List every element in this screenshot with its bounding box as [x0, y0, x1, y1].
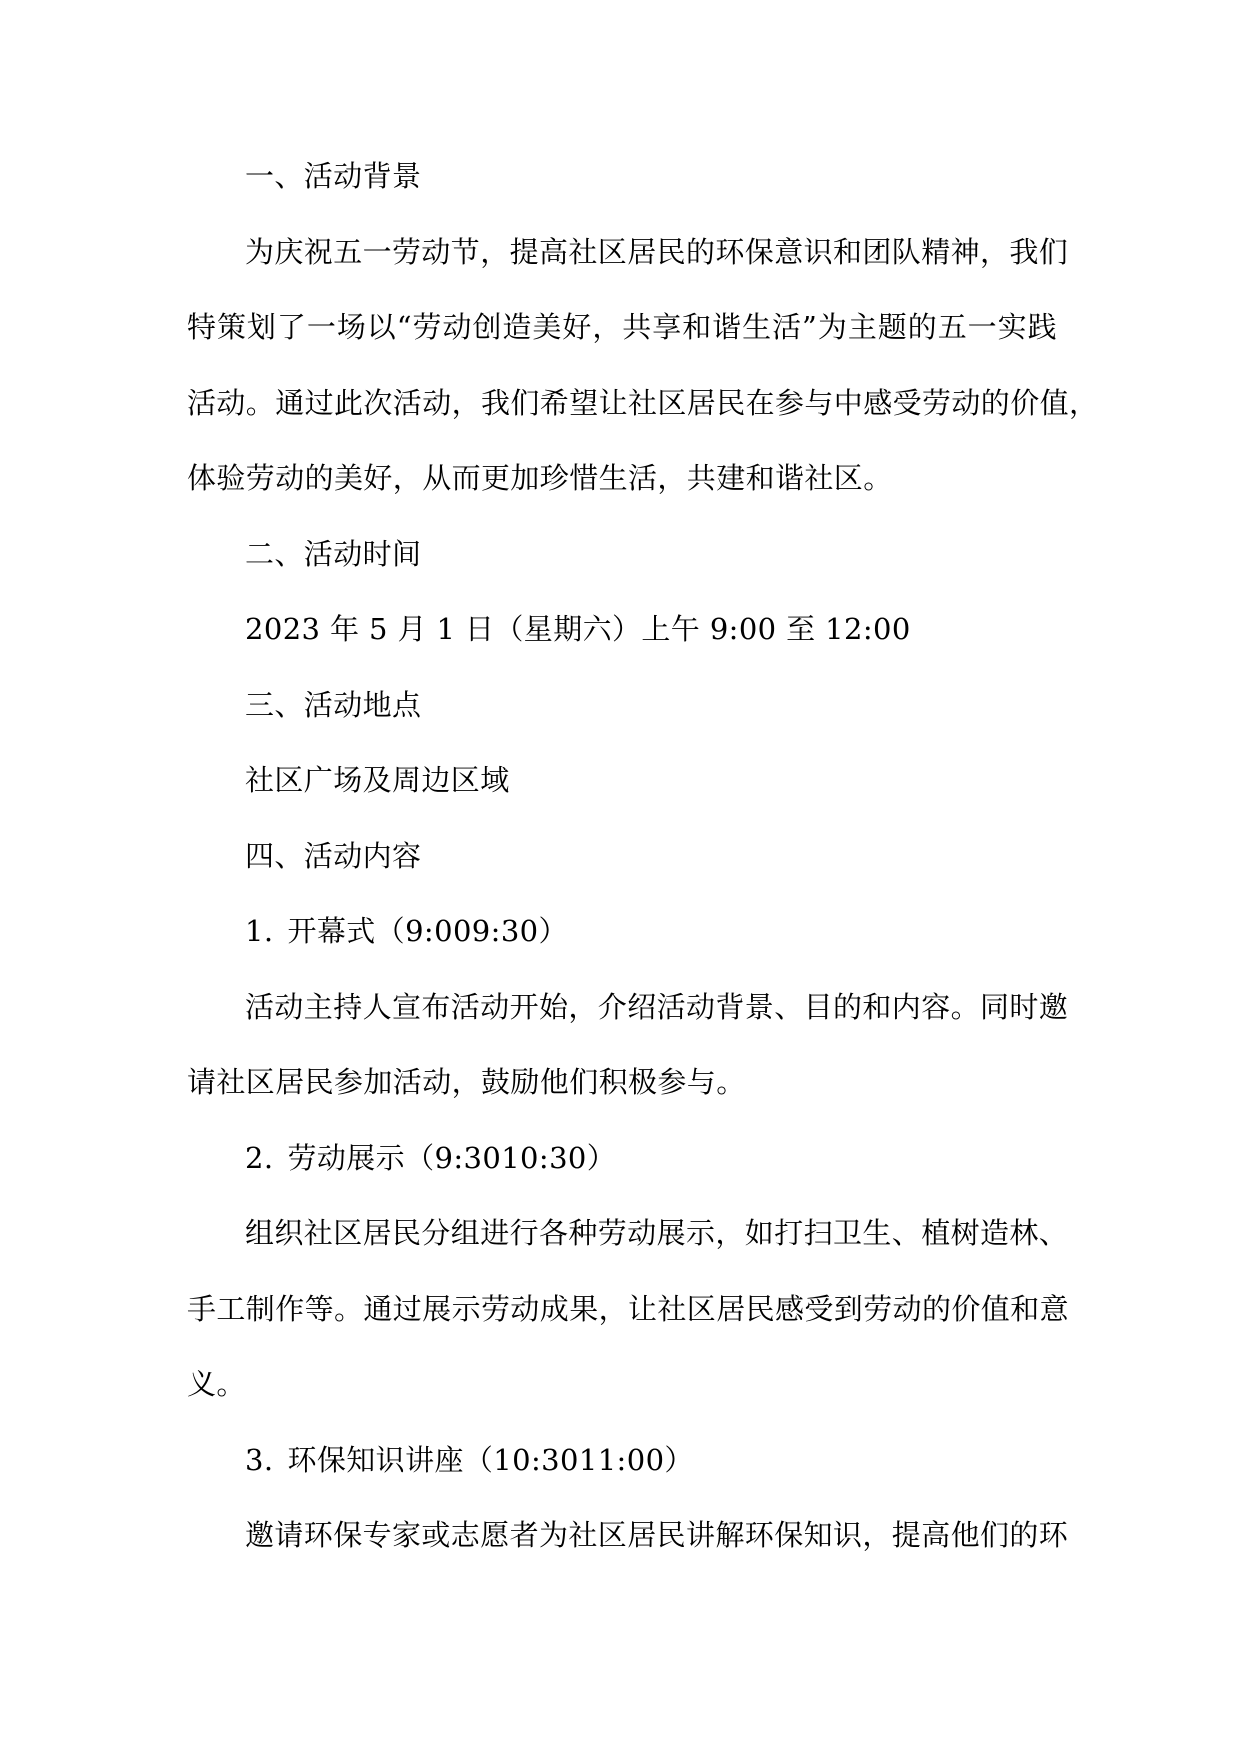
section-heading-location: 三、活动地点 [245, 687, 422, 722]
list-item-title: 环保知识讲座（10:3011:00） [287, 1442, 694, 1477]
list-number: 2. [245, 1140, 274, 1175]
list-item-opening [187, 894, 1057, 970]
list-number: 3. [245, 1442, 274, 1477]
section-heading-content: 四、活动内容 [245, 838, 422, 873]
paragraph-line: 手工制作等。通过展示劳动成果，让社区居民感受到劳动的价值和意 [187, 1291, 1070, 1326]
list-item-lecture [187, 1423, 1057, 1499]
list-item-title: 劳动展示（9:3010:30） [287, 1140, 617, 1175]
paragraph-line: 请社区居民参加活动，鼓励他们积极参与。 [187, 1065, 746, 1099]
paragraph-line: 体验劳动的美好，从而更加珍惜生活，共建和谐社区。 [187, 461, 893, 495]
list-number: 1. [245, 914, 274, 948]
paragraph-line: 邀请环保专家或志愿者为社区居民讲解环保知识，提高他们的环 [245, 1518, 1069, 1552]
paragraph-line: 活动。通过此次活动，我们希望让社区居民在参与中感受劳动的价值， [187, 385, 1099, 420]
location-line: 社区广场及周边区域 [245, 763, 510, 797]
list-item-labor-show [187, 1121, 1057, 1197]
event-date-line: 2023 年 5 月 1 日（星期六）上午 9:00 至 12:00 [245, 612, 911, 646]
paragraph-line: 组织社区居民分组进行各种劳动展示，如打扫卫生、植树造林、 [245, 1216, 1069, 1250]
paragraph-line: 为庆祝五一劳动节，提高社区居民的环保意识和团队精神，我们 [245, 234, 1069, 269]
section-heading-time: 二、活动时间 [245, 536, 422, 571]
paragraph-line: 活动主持人宣布活动开始，介绍活动背景、目的和内容。同时邀 [245, 989, 1069, 1024]
section-heading-background: 一、活动背景 [245, 159, 422, 193]
paragraph-line: 特策划了一场以“劳动创造美好，共享和谐生活”为主题的五一实践 [187, 310, 1057, 344]
list-item-title: 开幕式（9:009:30） [287, 914, 568, 948]
document-body [187, 139, 1099, 1574]
paragraph-line: 义。 [187, 1367, 246, 1401]
